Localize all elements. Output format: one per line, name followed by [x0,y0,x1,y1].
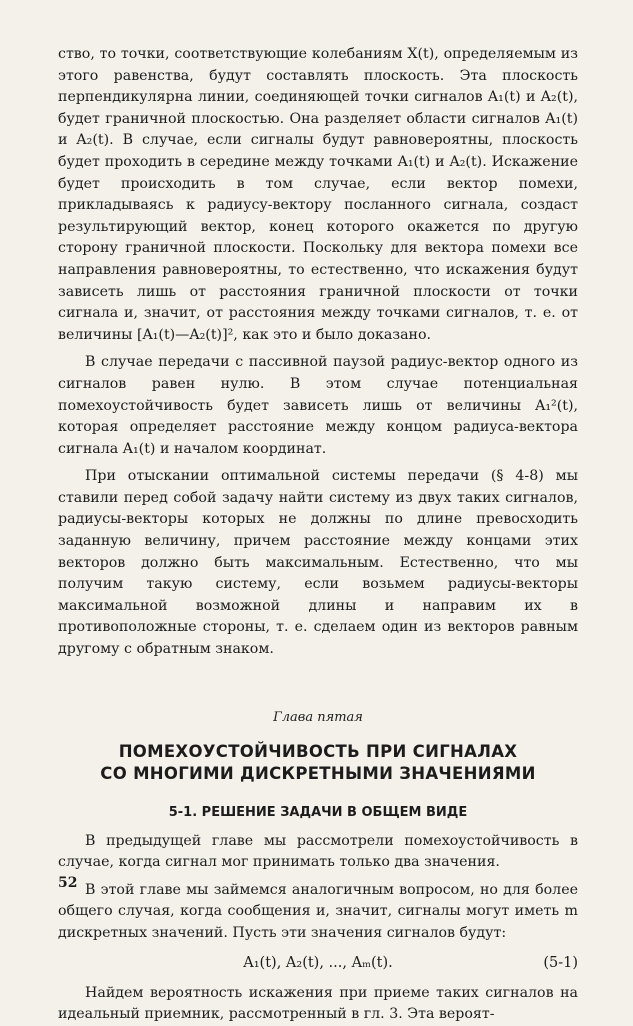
formula: A₁(t), A₂(t), ..., Aₘ(t). [243,954,393,971]
paragraph-passive-pause: В случае передачи с пассивной паузой радиус-вектор одного из сигналов равен нулю. В этом случае потенциальная помехоустойчивость будет зависеть лишь от величины A₁²(t), которая определяет расстояние между концом радиуса-вектора сигнала A₁(t) и началом координат. [58,354,578,457]
chapter-label: Глава пятая [273,709,363,725]
formula-row [58,951,578,975]
chapter-title [58,741,578,785]
section-paragraph-closing: Найдем вероятность искажения при приеме таких сигналов на идеальный приемник, рассмотренный в гл. 3. Эта вероят- [58,984,578,1023]
page-number: 52 [58,875,78,891]
section-title: 5-1. РЕШЕНИЕ ЗАДАЧИ В ОБЩЕМ ВИДЕ [168,804,468,820]
formula-number: (5-1) [543,954,578,971]
section-paragraph-intro: В предыдущей главе мы рассмотрели помехоустойчивость в случае, когда сигнал мог принимать только два значения. [58,832,578,871]
chapter-title-line-2: СО МНОГИМИ ДИСКРЕТНЫМИ ЗНАЧЕНИЯМИ [100,763,536,783]
paragraph-optimal-system: При отыскании оптимальной системы передачи (§ 4-8) мы ставили перед собой задачу найти систему из двух таких сигналов, радиусы-векторы которых не должны по длине превосходить заданную величину, причем расстояние между концами этих векторов должно быть максимальным. Естественно, что мы получим такую систему, если возьмем радиусы-векторы максимальной возможной длины и направим их в противоположные стороны, т. е. сделаем один из векторов равным другому с обратным знаком. [58,468,578,658]
paragraph-continuation: ство, то точки, соответствующие колебаниям X(t), определяемым из этого равенства, будут составлять плоскость. Эта плоскость перпендикулярна линии, соединяющей точки сигналов A₁(t) и A₂(t), будет граничной плоскостью. Она разделяет области сигналов A₁(t) и A₂(t). В случае, если сигналы будут равновероятны, плоскость будет проходить в середине между точками A₁(t) и A₂(t). Искажение будет происходить в том случае, если вектор помехи, прикладываясь к радиусу-вектору посланного сигнала, создаст результирующий вектор, конец которого окажется по другую сторону граничной плоскости. Поскольку для вектора помехи все направления равновероятны, то естественно, что искажения будут зависеть лишь от расстояния граничной плоскости от точки сигнала и, значит, от расстояния между точками сигналов, т. е. от величины [A₁(t)—A₂(t)]², как это и было доказано. [58,46,578,343]
section-paragraph-general-case: В этой главе мы займемся аналогичным вопросом, но для более общего случая, когда сообщения и, значит, сигналы могут иметь m дискретных значений. Пусть эти значения сигналов будут: [58,881,578,941]
chapter-title-line-1: ПОМЕХОУСТОЙЧИВОСТЬ ПРИ СИГНАЛАХ [118,741,518,761]
